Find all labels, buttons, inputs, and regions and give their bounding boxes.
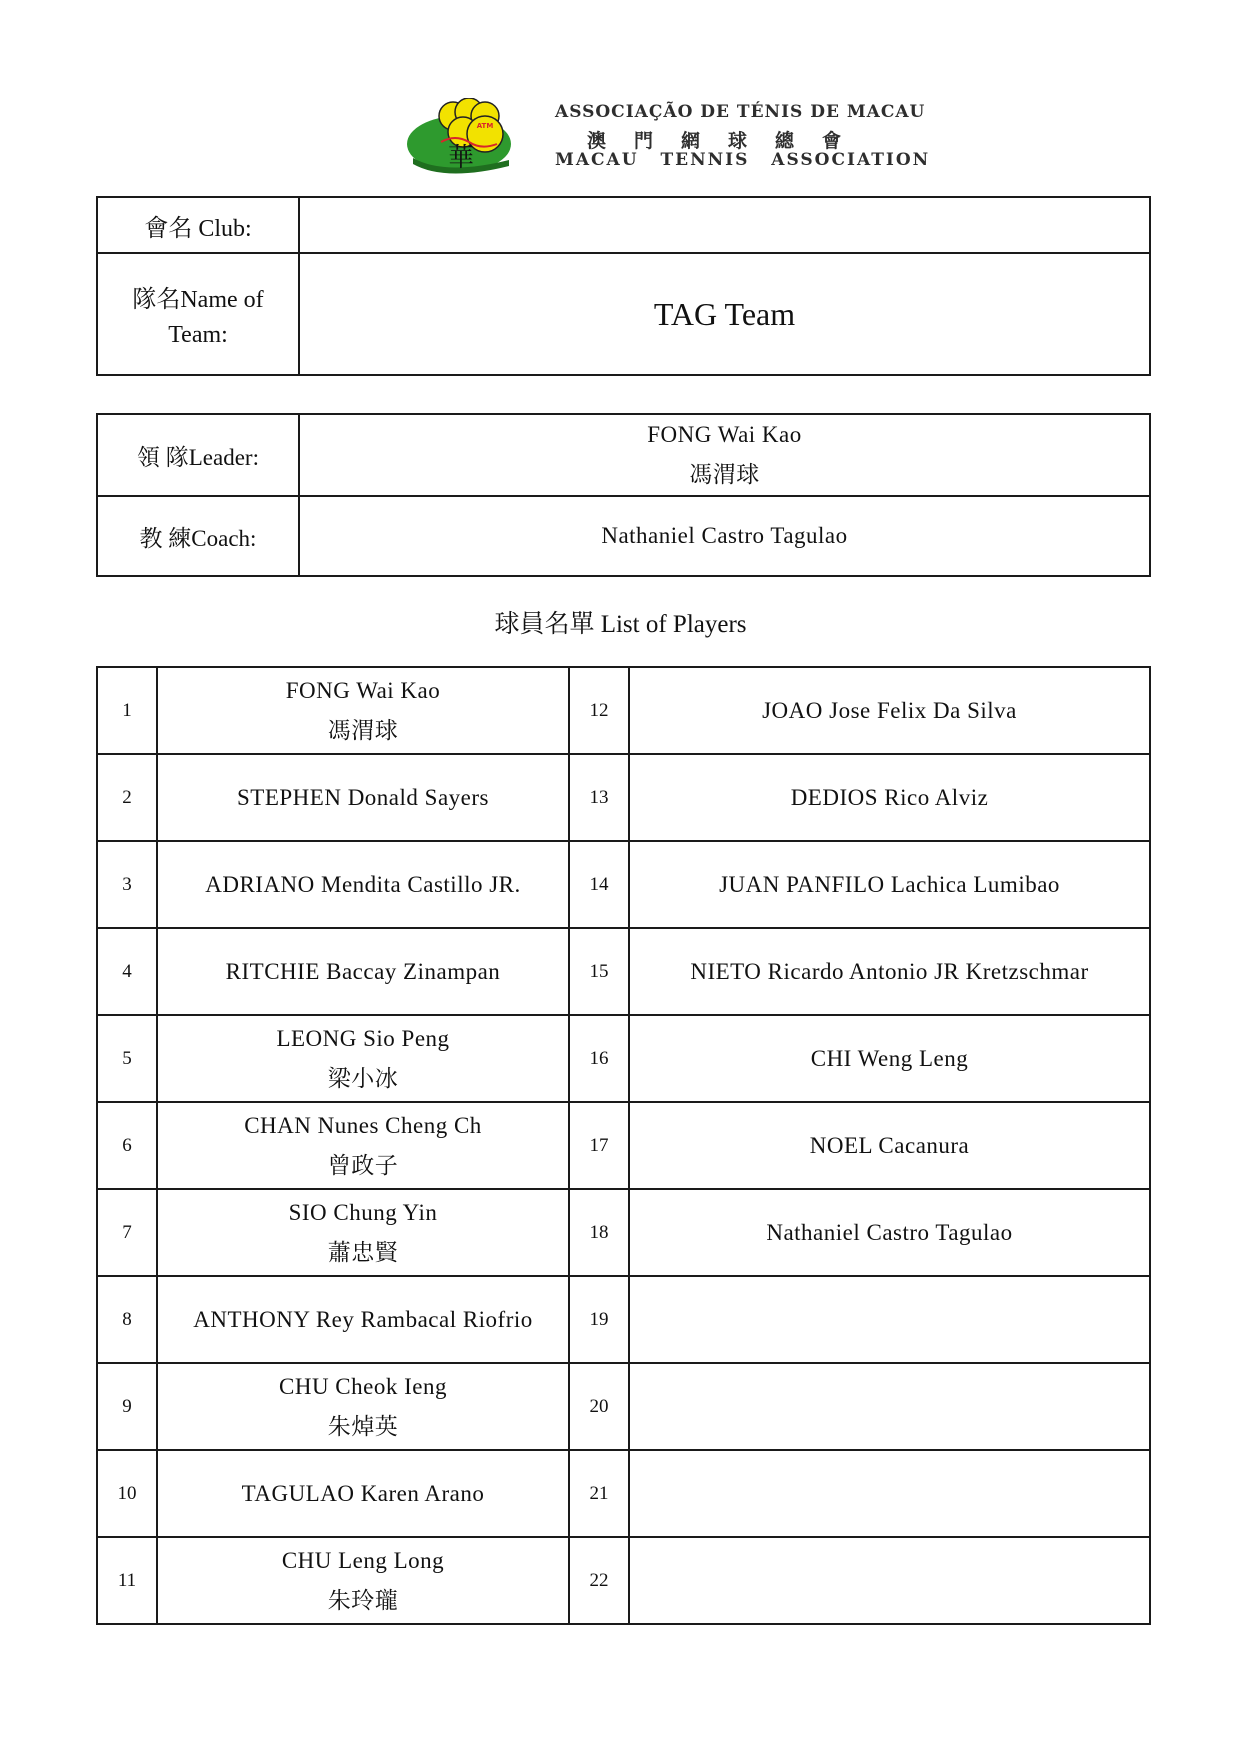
- coach-name: Nathaniel Castro Tagulao: [299, 496, 1150, 576]
- player-number: 9: [97, 1363, 157, 1450]
- player-name-cell: [157, 841, 569, 928]
- player-number: 12: [569, 667, 629, 754]
- club-label: 會名 Club:: [97, 197, 299, 253]
- player-number: 19: [569, 1276, 629, 1363]
- table-row: [97, 1276, 1150, 1363]
- table-row: [97, 928, 1150, 1015]
- player-chinese-name: 朱焯英: [327, 1413, 399, 1439]
- coach-label: 教 練Coach:: [97, 496, 299, 576]
- table-row: [97, 754, 1150, 841]
- club-value: [299, 197, 1150, 253]
- team-label-line2: Team:: [168, 322, 228, 348]
- organization-name: [555, 102, 931, 174]
- table-row: [97, 1102, 1150, 1189]
- player-name-cell: [157, 1450, 569, 1537]
- player-name: JUAN PANFILO Lachica Lumibao: [629, 841, 1150, 928]
- player-number: 14: [569, 841, 629, 928]
- table-row: [97, 1189, 1150, 1276]
- org-name-english: MACAU TENNIS ASSOCIATION: [555, 150, 931, 170]
- player-number: 2: [97, 754, 157, 841]
- player-name-cell: [157, 1189, 569, 1276]
- player-name: Nathaniel Castro Tagulao: [629, 1189, 1150, 1276]
- player-name-cell: [157, 1102, 569, 1189]
- staff-table: [96, 413, 1151, 577]
- player-number: 13: [569, 754, 629, 841]
- player-number: 7: [97, 1189, 157, 1276]
- org-name-chinese: 澳門網球總會: [587, 130, 870, 152]
- player-name-cell: [157, 1015, 569, 1102]
- player-name: CHI Weng Leng: [629, 1015, 1150, 1102]
- page-header: [405, 98, 931, 178]
- table-row: [97, 841, 1150, 928]
- player-name: NIETO Ricardo Antonio JR Kretzschmar: [629, 928, 1150, 1015]
- player-name: ADRIANO Mendita Castillo JR.: [205, 871, 521, 897]
- player-number: 1: [97, 667, 157, 754]
- player-name: [629, 1363, 1150, 1450]
- player-number: 4: [97, 928, 157, 1015]
- macau-tennis-association-logo: [405, 98, 523, 178]
- leader-row: [97, 414, 1150, 496]
- player-name: RITCHIE Baccay Zinampan: [225, 958, 501, 984]
- player-name: STEPHEN Donald Sayers: [237, 784, 489, 810]
- player-name: [629, 1537, 1150, 1624]
- player-number: 21: [569, 1450, 629, 1537]
- player-name: [629, 1276, 1150, 1363]
- player-chinese-name: 蕭忠賢: [327, 1239, 399, 1265]
- players-list-title: 球員名單 List of Players: [494, 611, 747, 638]
- player-number: 6: [97, 1102, 157, 1189]
- players-table: [96, 666, 1151, 1625]
- player-chinese-name: 曾政子: [327, 1152, 399, 1178]
- player-number: 22: [569, 1537, 629, 1624]
- player-name: FONG Wai Kao: [285, 677, 441, 703]
- table-row: [97, 1450, 1150, 1537]
- coach-row: [97, 496, 1150, 576]
- player-name: SIO Chung Yin: [288, 1199, 438, 1225]
- player-number: 20: [569, 1363, 629, 1450]
- player-number: 18: [569, 1189, 629, 1276]
- player-number: 17: [569, 1102, 629, 1189]
- player-number: 15: [569, 928, 629, 1015]
- team-value: TAG Team: [299, 253, 1150, 375]
- player-name-cell: [157, 1276, 569, 1363]
- player-name: TAGULAO Karen Arano: [241, 1480, 485, 1506]
- team-row: [97, 253, 1150, 375]
- team-label: [97, 253, 299, 375]
- player-number: 3: [97, 841, 157, 928]
- player-name-cell: [157, 667, 569, 754]
- player-name: ANTHONY Rey Rambacal Riofrio: [193, 1306, 533, 1332]
- org-name-portuguese: ASSOCIAÇÃO DE TÉNIS DE MACAU: [555, 102, 926, 122]
- player-name: CHU Cheok Ieng: [279, 1373, 447, 1399]
- player-name-cell: [157, 754, 569, 841]
- player-number: 10: [97, 1450, 157, 1537]
- leader-chinese-name: 馮渭球: [689, 462, 760, 487]
- team-label-line1: 隊名Name of: [132, 287, 264, 313]
- table-row: [97, 1015, 1150, 1102]
- player-name: [629, 1450, 1150, 1537]
- table-row: [97, 1537, 1150, 1624]
- player-number: 5: [97, 1015, 157, 1102]
- leader-label: 領 隊Leader:: [97, 414, 299, 496]
- player-name-cell: [157, 1537, 569, 1624]
- player-name: NOEL Cacanura: [629, 1102, 1150, 1189]
- player-name-cell: [157, 1363, 569, 1450]
- club-row: [97, 197, 1150, 253]
- player-name: LEONG Sio Peng: [276, 1025, 450, 1051]
- player-number: 16: [569, 1015, 629, 1102]
- player-name-cell: [157, 928, 569, 1015]
- leader-name: FONG Wai Kao: [647, 422, 802, 447]
- player-number: 11: [97, 1537, 157, 1624]
- player-number: 8: [97, 1276, 157, 1363]
- player-name: CHAN Nunes Cheng Ch: [244, 1112, 482, 1138]
- table-row: [97, 667, 1150, 754]
- player-chinese-name: 馮渭球: [327, 717, 399, 743]
- logo-chinese-character: 華: [447, 143, 475, 173]
- table-row: [97, 1363, 1150, 1450]
- club-table: [96, 196, 1151, 376]
- logo-abbrev: ATM: [476, 122, 494, 130]
- player-name: DEDIOS Rico Alviz: [629, 754, 1150, 841]
- player-name: CHU Leng Long: [281, 1547, 445, 1573]
- leader-value: [299, 414, 1150, 496]
- player-chinese-name: 梁小冰: [327, 1065, 399, 1091]
- player-name: JOAO Jose Felix Da Silva: [629, 667, 1150, 754]
- player-chinese-name: 朱玲瓏: [327, 1587, 399, 1613]
